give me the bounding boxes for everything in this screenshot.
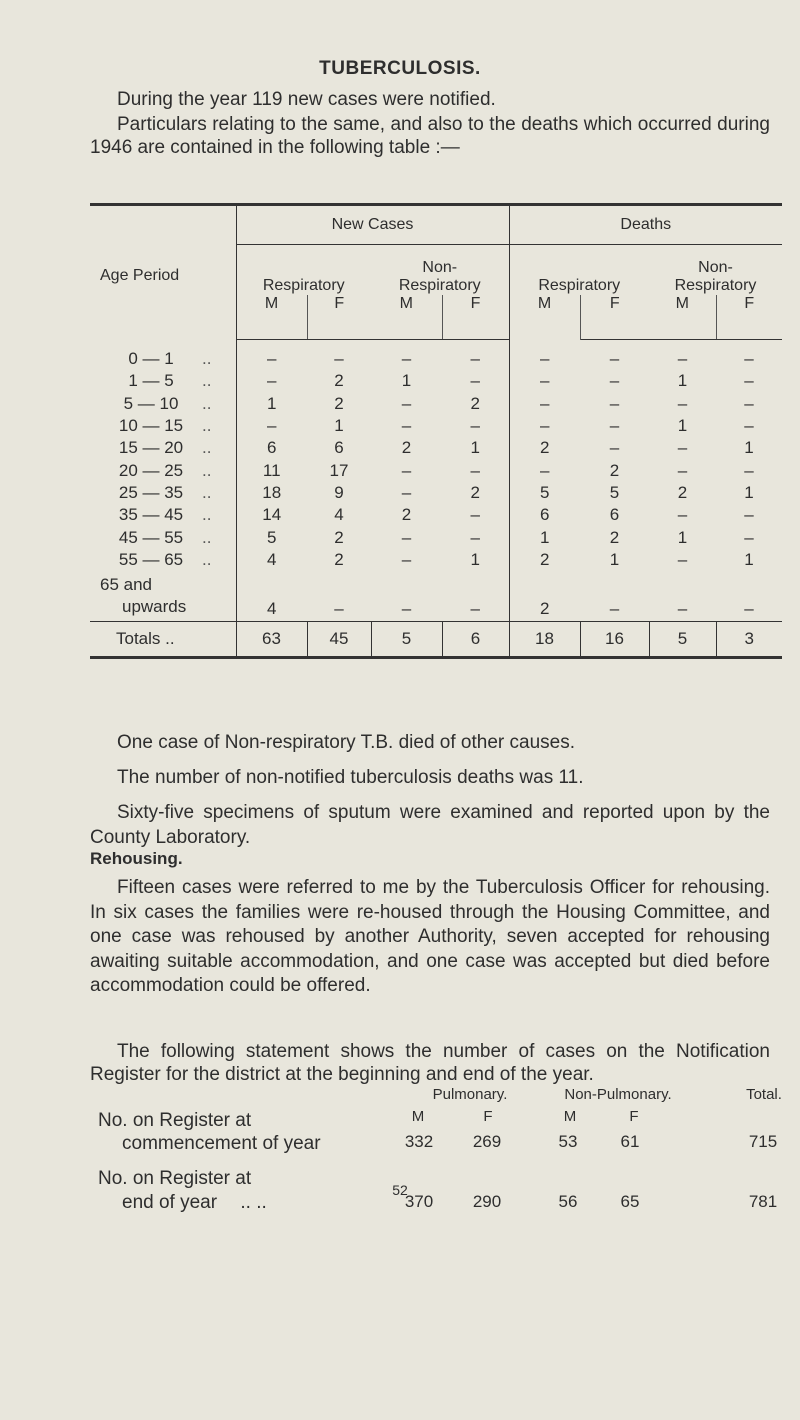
- value-cell: 17: [329, 460, 349, 480]
- value-cell: 1: [744, 482, 754, 502]
- value-cell: –: [609, 371, 620, 391]
- value-cell: 1: [609, 549, 620, 569]
- value-cell: 2: [442, 393, 509, 415]
- value-cell: –: [744, 598, 754, 618]
- value-cell: 14: [262, 505, 282, 525]
- register-row-label: commencement of year: [122, 1133, 321, 1154]
- age-cell: 55 — 65 ..: [90, 549, 236, 571]
- f-header: F: [629, 1108, 639, 1125]
- value-cell: 6: [609, 505, 620, 525]
- m-header: M: [509, 295, 580, 340]
- value-cell: –: [677, 549, 688, 569]
- total-cell: 6: [442, 621, 509, 657]
- value-cell: –: [744, 349, 754, 369]
- value-cell: 715: [748, 1132, 778, 1151]
- value-cell: 6: [540, 505, 550, 525]
- value-cell: –: [442, 526, 509, 548]
- value-cell: –: [609, 349, 620, 369]
- total-cell: 5: [649, 621, 716, 657]
- new-cases-header: New Cases: [236, 205, 509, 245]
- value-cell: –: [677, 349, 688, 369]
- value-cell: 1: [744, 438, 754, 458]
- note-line-3: Sixty-five specimens of sputum were examined and reported upon by the County Laboratory.: [90, 802, 770, 848]
- value-cell: 2: [540, 598, 550, 618]
- value-cell: –: [334, 598, 344, 618]
- value-cell: –: [540, 393, 550, 413]
- value-cell: –: [442, 415, 509, 437]
- value-cell: –: [401, 393, 412, 413]
- age-cell: 10 — 15 ..: [90, 415, 236, 437]
- value-cell: –: [267, 371, 277, 391]
- age-cell: 5 — 10 ..: [90, 393, 236, 415]
- value-cell: –: [401, 482, 412, 502]
- value-cell: –: [401, 527, 412, 547]
- value-cell: –: [540, 460, 550, 480]
- table-row: [90, 459, 782, 481]
- value-cell: –: [401, 349, 412, 369]
- value-cell: –: [267, 416, 277, 436]
- value-cell: –: [609, 416, 620, 436]
- total-header: Total.: [746, 1086, 782, 1103]
- value-cell: 61: [620, 1132, 640, 1151]
- value-cell: 65: [620, 1192, 640, 1211]
- value-cell: –: [540, 348, 550, 368]
- value-cell: –: [744, 371, 754, 391]
- totals-row: [90, 621, 782, 657]
- total-cell: 45: [307, 621, 371, 657]
- value-cell: 2: [334, 393, 344, 413]
- value-cell: 2: [334, 549, 344, 569]
- table-row: [90, 549, 782, 571]
- table-row: [90, 437, 782, 459]
- value-cell: –: [744, 393, 754, 413]
- value-cell: –: [677, 438, 688, 458]
- m-header: M: [371, 295, 442, 340]
- value-cell: –: [744, 416, 754, 436]
- table-row: [90, 340, 782, 371]
- value-cell: 6: [267, 438, 277, 458]
- f-header: F: [716, 295, 782, 340]
- value-cell: –: [609, 598, 620, 618]
- value-cell: 332: [404, 1132, 434, 1151]
- value-cell: –: [540, 416, 550, 436]
- table-row: [90, 482, 782, 504]
- value-cell: –: [744, 460, 754, 480]
- value-cell: 5: [540, 482, 550, 502]
- pulmonary-header: Pulmonary.: [432, 1086, 508, 1103]
- value-cell: 290: [472, 1192, 502, 1211]
- age-cell: 20 — 25 ..: [90, 459, 236, 481]
- register-row-label: No. on Register at: [98, 1168, 252, 1189]
- value-cell: 1: [677, 416, 688, 436]
- age-cell: 35 — 45 ..: [90, 504, 236, 526]
- age-cell: 65 and upwards: [90, 571, 236, 622]
- value-cell: 269: [472, 1132, 502, 1151]
- total-cell: 16: [580, 621, 649, 657]
- note-line-1: One case of Non-respiratory T.B. died of other causes.: [117, 732, 575, 753]
- value-cell: –: [744, 505, 754, 525]
- value-cell: 5: [609, 482, 620, 502]
- value-cell: 2: [401, 505, 412, 525]
- value-cell: 2: [609, 460, 620, 480]
- register-row-label: end of year .. ..: [122, 1192, 267, 1213]
- age-cell: 15 — 20 ..: [90, 437, 236, 459]
- value-cell: 1: [442, 549, 509, 571]
- value-cell: 1: [334, 416, 344, 436]
- table-row: [90, 415, 782, 437]
- value-cell: 4: [267, 549, 277, 569]
- f-header: F: [580, 295, 649, 340]
- value-cell: –: [267, 349, 277, 369]
- value-cell: –: [744, 527, 754, 547]
- table-row: [90, 504, 782, 526]
- value-cell: –: [677, 505, 688, 525]
- f-header: F: [483, 1108, 493, 1125]
- value-cell: 370: [404, 1192, 434, 1211]
- rehousing-heading: Rehousing.: [90, 849, 183, 868]
- value-cell: 2: [334, 371, 344, 391]
- value-cell: –: [442, 340, 509, 371]
- value-cell: 2: [540, 438, 550, 458]
- value-cell: 2: [540, 549, 550, 569]
- intro-line: During the year 119 new cases were notified.: [117, 89, 496, 110]
- age-cell: 25 — 35 ..: [90, 482, 236, 504]
- value-cell: 2: [442, 482, 509, 504]
- intro-paragraph: Particulars relating to the same, and also to the deaths which occurred during 1946 are contained in the following table :—: [90, 114, 770, 158]
- value-cell: 2: [677, 482, 688, 502]
- table-row: [90, 571, 782, 622]
- value-cell: 1: [442, 437, 509, 459]
- value-cell: 11: [262, 460, 281, 480]
- rehousing-paragraph: Fifteen cases were referred to me by the Tuberculosis Officer for rehousing. In six cases the families were re-housed through the Housing Committee, and one case was rehoused by another Authority, seven accepted for rehousing awaiting suitable accommodation, and one case was accepted but died before accommodation could be offered.: [90, 877, 770, 996]
- value-cell: 1: [540, 527, 550, 547]
- m-header: M: [411, 1108, 425, 1125]
- value-cell: –: [609, 438, 620, 458]
- new-respiratory-header: Respiratory: [262, 277, 345, 294]
- value-cell: 1: [401, 371, 412, 391]
- value-cell: –: [401, 549, 412, 569]
- deaths-non-respiratory-header: Non- Respiratory: [674, 259, 757, 294]
- value-cell: 1: [677, 371, 688, 391]
- age-cell: 1 — 5 ..: [90, 370, 236, 392]
- value-cell: –: [442, 571, 509, 622]
- value-cell: 5: [267, 527, 277, 547]
- m-header: M: [236, 295, 307, 340]
- value-cell: 18: [262, 482, 282, 502]
- value-cell: 2: [401, 438, 412, 458]
- value-cell: 1: [744, 549, 754, 569]
- m-header: M: [563, 1108, 577, 1125]
- total-cell: 18: [509, 621, 580, 657]
- value-cell: –: [442, 370, 509, 392]
- totals-label: Totals ..: [90, 621, 236, 657]
- value-cell: –: [609, 393, 620, 413]
- total-cell: 63: [236, 621, 307, 657]
- value-cell: 4: [267, 598, 277, 618]
- value-cell: 2: [334, 527, 344, 547]
- value-cell: 781: [748, 1192, 778, 1211]
- table-row: [90, 393, 782, 415]
- value-cell: –: [401, 598, 412, 618]
- value-cell: 4: [334, 505, 344, 525]
- value-cell: –: [401, 416, 412, 436]
- total-cell: 5: [371, 621, 442, 657]
- table-row: [90, 526, 782, 548]
- value-cell: 1: [267, 393, 277, 413]
- tuberculosis-table: [90, 203, 782, 659]
- value-cell: 6: [334, 438, 344, 458]
- f-header: F: [307, 295, 371, 340]
- value-cell: –: [442, 459, 509, 481]
- f-header: F: [442, 295, 509, 340]
- total-cell: 3: [716, 621, 782, 657]
- value-cell: –: [334, 349, 344, 369]
- value-cell: –: [677, 460, 688, 480]
- value-cell: –: [677, 598, 688, 618]
- deaths-respiratory-header: Respiratory: [538, 277, 621, 294]
- new-non-respiratory-header: Non- Respiratory: [371, 245, 509, 296]
- value-cell: –: [677, 393, 688, 413]
- statement-paragraph: The following statement shows the number of cases on the Notification Register for the district at the beginning and end of the year.: [90, 1041, 770, 1085]
- register-row-label: No. on Register at: [98, 1110, 252, 1131]
- age-cell: 0 — 1 ..: [90, 340, 236, 371]
- age-period-header: Age Period: [90, 205, 236, 340]
- page-title: TUBERCULOSIS.: [319, 58, 481, 79]
- value-cell: 1: [677, 527, 688, 547]
- table-row: [90, 370, 782, 392]
- deaths-header: Deaths: [509, 205, 782, 245]
- page-number: 52: [392, 1182, 408, 1198]
- value-cell: –: [401, 460, 412, 480]
- value-cell: 9: [334, 482, 344, 502]
- value-cell: 53: [558, 1132, 578, 1151]
- value-cell: 56: [558, 1192, 578, 1211]
- note-line-2: The number of non-notified tuberculosis deaths was 11.: [117, 767, 584, 788]
- age-cell: 45 — 55 ..: [90, 526, 236, 548]
- non-pulmonary-header: Non-Pulmonary.: [564, 1086, 672, 1103]
- value-cell: –: [442, 504, 509, 526]
- value-cell: –: [540, 371, 550, 391]
- m-header: M: [649, 295, 716, 340]
- value-cell: 2: [609, 527, 620, 547]
